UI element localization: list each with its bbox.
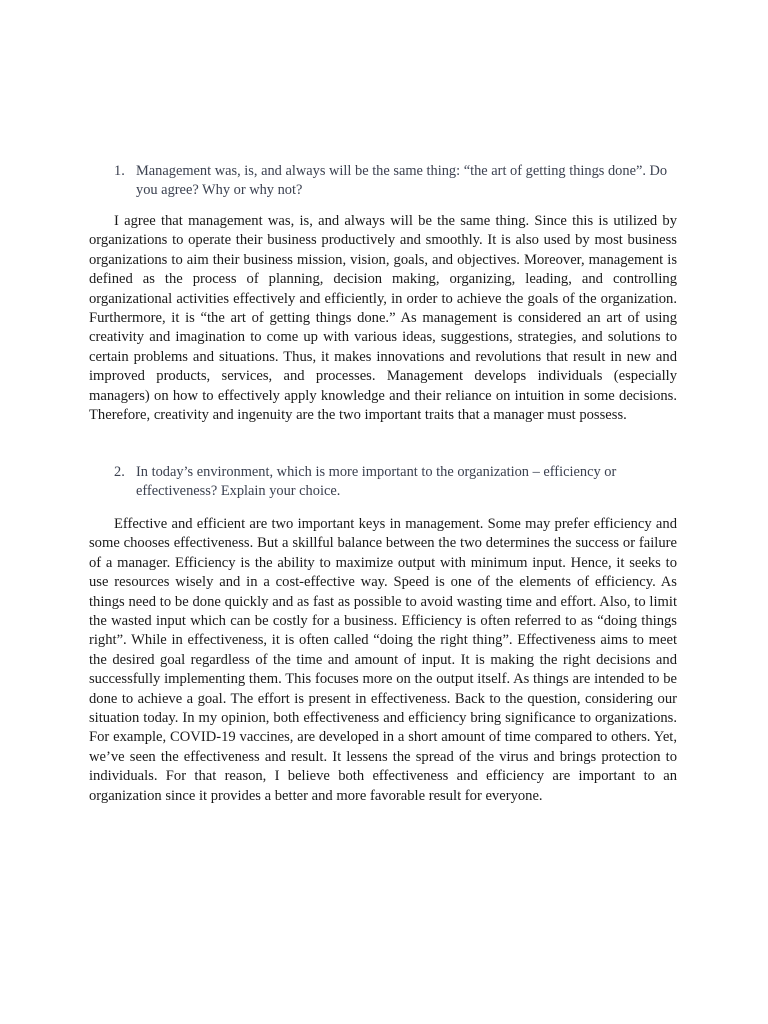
question-2-text: In today’s environment, which is more important to the organization – efficiency or effectiveness? Explain your choice. [136, 464, 617, 499]
question-2 [114, 463, 684, 501]
question-1-text: Management was, is, and always will be the same thing: “the art of getting things done”. Do you agree? Why or why not? [136, 163, 668, 198]
question-1 [114, 162, 684, 200]
question-1-number: 1. [114, 163, 125, 179]
answer-2-paragraph: Effective and efficient are two important keys in management. Some may prefer efficiency and some chooses effectiveness. But a skillful balance between the two determines the success or failure of a manager. Efficiency is the ability to maximize output with minimum input. Hence, it seeks to use resources wisely and in a cost-effective way. Speed is one of the elements of efficiency. As things need to be done quickly and as fast as possible to avoid wasting time and effort. Also, to limit the wasted input which can be costly for a business. Efficiency is often referred to as “doing things right”. While in effectiveness, it is often called “doing the right thing”. Effectiveness aims to meet the desired goal regardless of the time and amount of input. It is making the right decisions and successfully implementing them. This focuses more on the output itself. As things are intended to be done to achieve a goal. The effort is present in effectiveness. Back to the question, considering our situation today. In my opinion, both effectiveness and efficiency bring significance to organizations. For example, COVID-19 vaccines, are developed in a short amount of time compared to others. Yet, we’ve seen the effectiveness and result. It lessens the spread of the virus and brings protection to individuals. For that reason, I believe both effectiveness and efficiency are important to an organization since it provides a better and more favorable result for everyone. [89, 516, 677, 804]
answer-1-paragraph: I agree that management was, is, and always will be the same thing. Since this is utilized by organizations to operate their business productively and smoothly. It is also used by most business organizations to aim their business mission, vision, goals, and objectives. Moreover, management is defined as the process of planning, decision making, organizing, leading, and controlling organizational activities effectively and efficiently, in order to achieve the goals of the organization. Furthermore, it is “the art of getting things done.” As management is considered an art of using creativity and imagination to come up with various ideas, suggestions, strategies, and solutions to certain problems and situations. Thus, it makes innovations and revolutions that result in new and improved products, services, and processes. Management develops individuals (especially managers) on how to effectively apply knowledge and their reliance on intuition in some decisions. Therefore, creativity and ingenuity are the two important traits that a manager must possess. [89, 213, 677, 424]
question-2-number: 2. [114, 464, 125, 480]
